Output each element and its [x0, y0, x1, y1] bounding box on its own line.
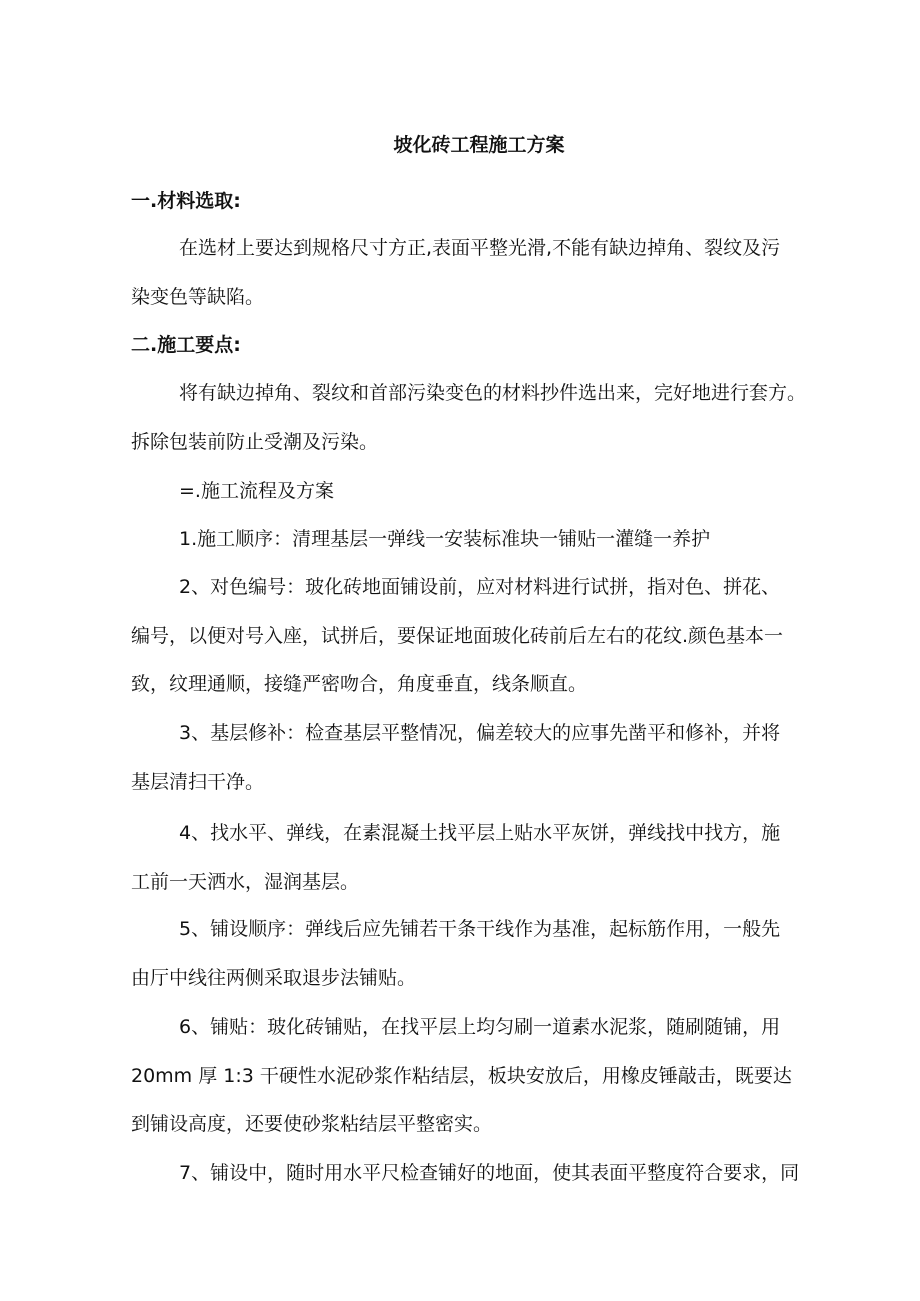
paragraph-line: 3、基层修补：检查基层平整情况，偏差较大的应事先凿平和修补，并将 [179, 722, 781, 744]
paragraph-line: 5、铺设顺序：弹线后应先铺若干条干线作为基准，起标筋作用，一般先 [179, 918, 781, 940]
section-heading-key-points: 二.施工要点: [131, 334, 241, 356]
paragraph-line: 编号，以便对号入座，试拼后，要保证地面玻化砖前后左右的花纹.颜色基本一 [131, 624, 784, 647]
paragraph-line: 基层清扫干净。 [131, 770, 265, 793]
document-title: 坡化砖工程施工方案 [393, 134, 565, 156]
step-2 [131, 563, 851, 709]
paragraph-line: 7、铺设中，随时用水平尺检查铺好的地面，使其表面平整度符合要求，同 [179, 1162, 800, 1184]
step-3 [131, 709, 851, 806]
paragraph-line: 20mm 厚 1:3 干硬性水泥砂浆作粘结层，板块安放后，用橡皮锤敲击，既要达 [131, 1064, 792, 1087]
paragraph-line: 致，纹理通顺，接缝严密吻合，角度垂直，线条顺直。 [131, 673, 588, 695]
paragraph-line: 拆除包装前防止受潮及污染。 [131, 430, 379, 453]
paragraph-line: 4、找水平、弹线，在素混凝土找平层上贴水平灰饼，弹线找中找方，施 [179, 822, 781, 844]
paragraph-line: 在选材上要达到规格尺寸方正,表面平整光滑,不能有缺边掉角、裂纹及污 [179, 237, 781, 259]
paragraph-line: 1.施工顺序：清理基层一弹线一安装标准块一铺贴一灌缝一养护 [179, 528, 711, 550]
step-1 [131, 515, 851, 564]
section-heading-process [131, 467, 851, 516]
step-7 [131, 1149, 851, 1198]
paragraph-key-points [131, 369, 851, 466]
section-heading-materials: 一.材料选取: [131, 190, 241, 212]
step-5 [131, 905, 851, 1002]
paragraph-line: 6、铺贴：玻化砖铺贴，在找平层上均匀刷一道素水泥浆，随刷随铺，用 [179, 1016, 781, 1038]
paragraph-materials [131, 224, 851, 321]
section-heading-process-text: =.施工流程及方案 [179, 480, 334, 502]
step-6 [131, 1003, 851, 1149]
paragraph-line: 由厅中线往两侧采取退步法铺贴。 [131, 966, 417, 989]
paragraph-line: 工前一天洒水，湿润基层。 [131, 870, 360, 893]
paragraph-line: 将有缺边掉角、裂纹和首部污染变色的材料抄件选出来，完好地进行套方。 [179, 382, 807, 404]
paragraph-line: 染变色等缺陷。 [131, 285, 265, 308]
step-4 [131, 809, 851, 906]
paragraph-line: 到铺设高度，还要使砂浆粘结层平整密实。 [131, 1113, 493, 1135]
paragraph-line: 2、对色编号：玻化砖地面铺设前，应对材料进行试拼，指对色、拼花、 [179, 576, 781, 598]
